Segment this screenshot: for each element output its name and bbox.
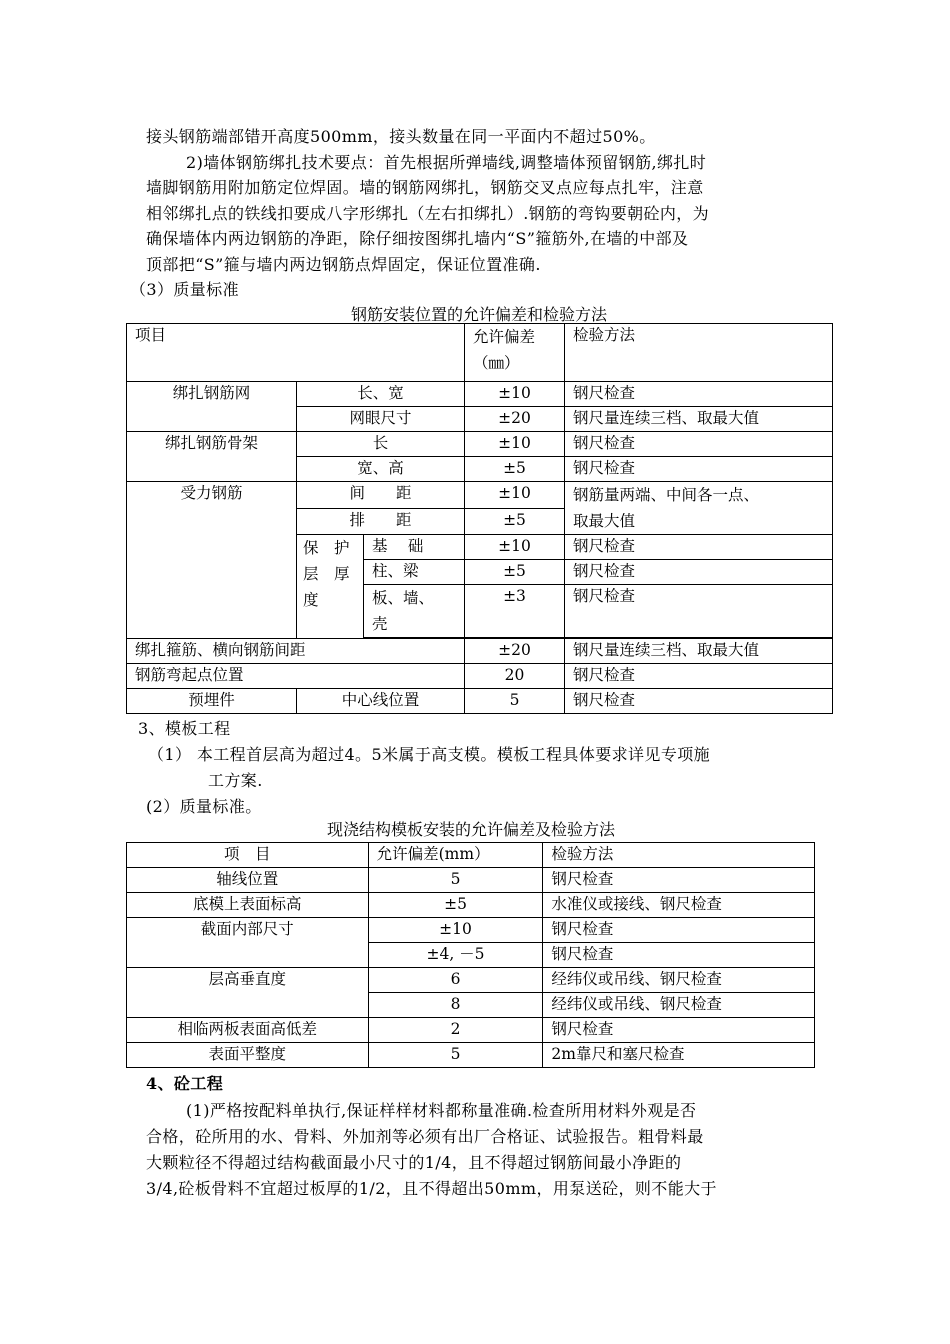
cell-sub: 柱、梁 [364,560,465,585]
cell-deviation: 5 [465,689,565,714]
cell-method: 钢尺检查 [543,918,815,943]
cell-deviation: ±20 [465,639,565,664]
cell-method: 钢尺检查 [565,560,833,585]
section-heading: 4、砼工程 [146,1074,224,1093]
cell-deviation: 2 [368,1018,543,1043]
cell-item: 预埋件 [127,689,297,714]
table-row [127,1018,815,1043]
cell-deviation: 8 [368,993,543,1018]
cell-method: 钢尺检查 [565,457,833,482]
header-deviation [465,324,565,382]
table-row [127,324,833,382]
para-line: 接头钢筋端部错开高度500mm，接头数量在同一平面内不超过50%。 [146,127,656,146]
subheading-quality: （3）质量标准 [130,280,239,299]
table2-caption: 现浇结构模板安装的允许偏差及检验方法 [326,820,615,839]
header-method: 检验方法 [543,843,815,868]
para-line: 确保墙体内两边钢筋的净距，除仔细按图绑扎墙内“S”箍筋外,在墙的中部及 [146,229,689,248]
header-method: 检验方法 [565,324,833,382]
cell-sub: 网眼尺寸 [297,407,465,432]
cell-item: 截面内部尺寸 [127,918,369,968]
cell-deviation: ±4, －5 [368,943,543,968]
cell-method: 钢尺检查 [543,868,815,893]
table-row [127,482,833,509]
header-deviation: 允许偏差(mm） [368,843,543,868]
cell-deviation: ±5 [368,893,543,918]
cell-deviation: ±10 [465,535,565,560]
formwork-tolerance-table [126,842,815,1068]
para-line: 相邻绑扎点的铁线扣要成八字形绑扎（左右扣绑扎）.钢筋的弯钩要朝砼内，为 [146,204,710,223]
cell-method: 钢尺检查 [543,943,815,968]
header-item: 项目 [127,324,465,382]
cell-method-line1: 钢筋量两端、中间各一点、 [573,486,760,504]
cell-sub-line2: 壳 [372,615,388,633]
cell-deviation: 6 [368,968,543,993]
cell-cover-thickness [297,535,364,639]
header-deviation-line1: 允许偏差 [473,328,536,346]
cell-deviation: ±20 [465,407,565,432]
cell-sub: 长 [297,432,465,457]
cell-sub: 基 础 [364,535,465,560]
para-line: 3/4,砼板骨料不宜超过板厚的1/2，且不得超出50mm，用泵送砼，则不能大于 [146,1179,717,1198]
cell-method: 2m靠尺和塞尺检查 [543,1043,815,1068]
cell-item: 钢筋弯起点位置 [127,664,465,689]
table-row [127,689,833,714]
cell-sub: 长、宽 [297,382,465,407]
cell-deviation: ±10 [465,482,565,509]
rebar-tolerance-table [126,323,833,714]
cell-sub: 中心线位置 [297,689,465,714]
cell-deviation: ±10 [465,382,565,407]
para-line: 大颗粒径不得超过结构截面最小尺寸的1/4，且不得超过钢筋间最小净距的 [146,1153,682,1172]
cell-item: 相临两板表面高低差 [127,1018,369,1043]
table-row [127,893,815,918]
cell-item: 底模上表面标高 [127,893,369,918]
cell-deviation: 5 [368,868,543,893]
para-line: 墙脚钢筋用附加筋定位焊固。墙的钢筋网绑扎，钢筋交叉点应每点扎牢，注意 [146,178,704,197]
table-row [127,843,815,868]
header-item: 项 目 [127,843,369,868]
para-line: (1)严格按配料单执行,保证样样材料都称量准确.检查所用材料外观是否 [186,1101,697,1120]
para-line: 合格，砼所用的水、骨料、外加剂等必须有出厂合格证、试验报告。粗骨料最 [146,1127,704,1146]
cell-method: 钢尺检查 [565,432,833,457]
section-heading: 3、模板工程 [138,719,231,738]
cell-method: 钢尺检查 [565,689,833,714]
cell-method: 钢尺量连续三档、取最大值 [565,639,833,664]
table-row [127,664,833,689]
cell-deviation: ±5 [465,560,565,585]
cell-method: 钢尺量连续三档、取最大值 [565,407,833,432]
cell-item: 表面平整度 [127,1043,369,1068]
cell-item: 绑扎钢筋网 [127,382,297,432]
cell-deviation: ±10 [368,918,543,943]
cell-method: 钢尺检查 [543,1018,815,1043]
cell-method: 钢尺检查 [565,585,833,638]
table-row [127,868,815,893]
para-line: （1） 本工程首层高为超过4。5米属于高支模。模板工程具体要求详见专项施 [148,745,711,764]
cell-sub: 宽、高 [297,457,465,482]
cell-item: 绑扎箍筋、横向钢筋间距 [127,639,465,664]
table-row [127,918,815,943]
para-line: 工方案. [208,771,263,790]
cell-method: 经纬仪或吊线、钢尺检查 [543,993,815,1018]
cell-sub: 排 距 [297,508,465,535]
cell-deviation: ±5 [465,508,565,535]
cell-method: 钢尺检查 [565,382,833,407]
cell-sub: 间 距 [297,482,465,509]
table-row [127,382,833,407]
cell-deviation: 20 [465,664,565,689]
cell-sub [364,585,465,638]
cell-method: 经纬仪或吊线、钢尺检查 [543,968,815,993]
table1-caption: 钢筋安装位置的允许偏差和检验方法 [350,305,607,324]
cell-deviation: ±10 [465,432,565,457]
table-row [127,1043,815,1068]
cover-line2: 层 厚 [303,565,350,583]
cell-method: 水准仪或接线、钢尺检查 [543,893,815,918]
subheading-quality: (2）质量标准。 [146,797,262,816]
cell-method-line2: 取最大值 [573,512,636,530]
para-line: 顶部把“S”箍与墙内两边钢筋点焊固定，保证位置准确. [146,255,541,274]
cell-item: 轴线位置 [127,868,369,893]
cell-deviation: ±5 [465,457,565,482]
cell-item: 层高垂直度 [127,968,369,1018]
table-row [127,432,833,457]
cell-item: 绑扎钢筋骨架 [127,432,297,482]
cell-sub-line1: 板、墙、 [372,589,435,607]
para-line: 2)墙体钢筋绑扎技术要点：首先根据所弹墙线,调整墙体预留钢筋,绑扎时 [186,153,707,172]
table-row [127,968,815,993]
cover-line1: 保 护 [303,539,350,557]
cell-method [565,482,833,535]
cell-deviation: ±3 [465,585,565,638]
cell-item: 受力钢筋 [127,482,297,639]
table-row [127,639,833,664]
cell-method: 钢尺检查 [565,535,833,560]
cover-line3: 度 [303,591,319,609]
header-deviation-line2: （㎜） [473,354,520,372]
cell-method: 钢尺检查 [565,664,833,689]
cell-deviation: 5 [368,1043,543,1068]
